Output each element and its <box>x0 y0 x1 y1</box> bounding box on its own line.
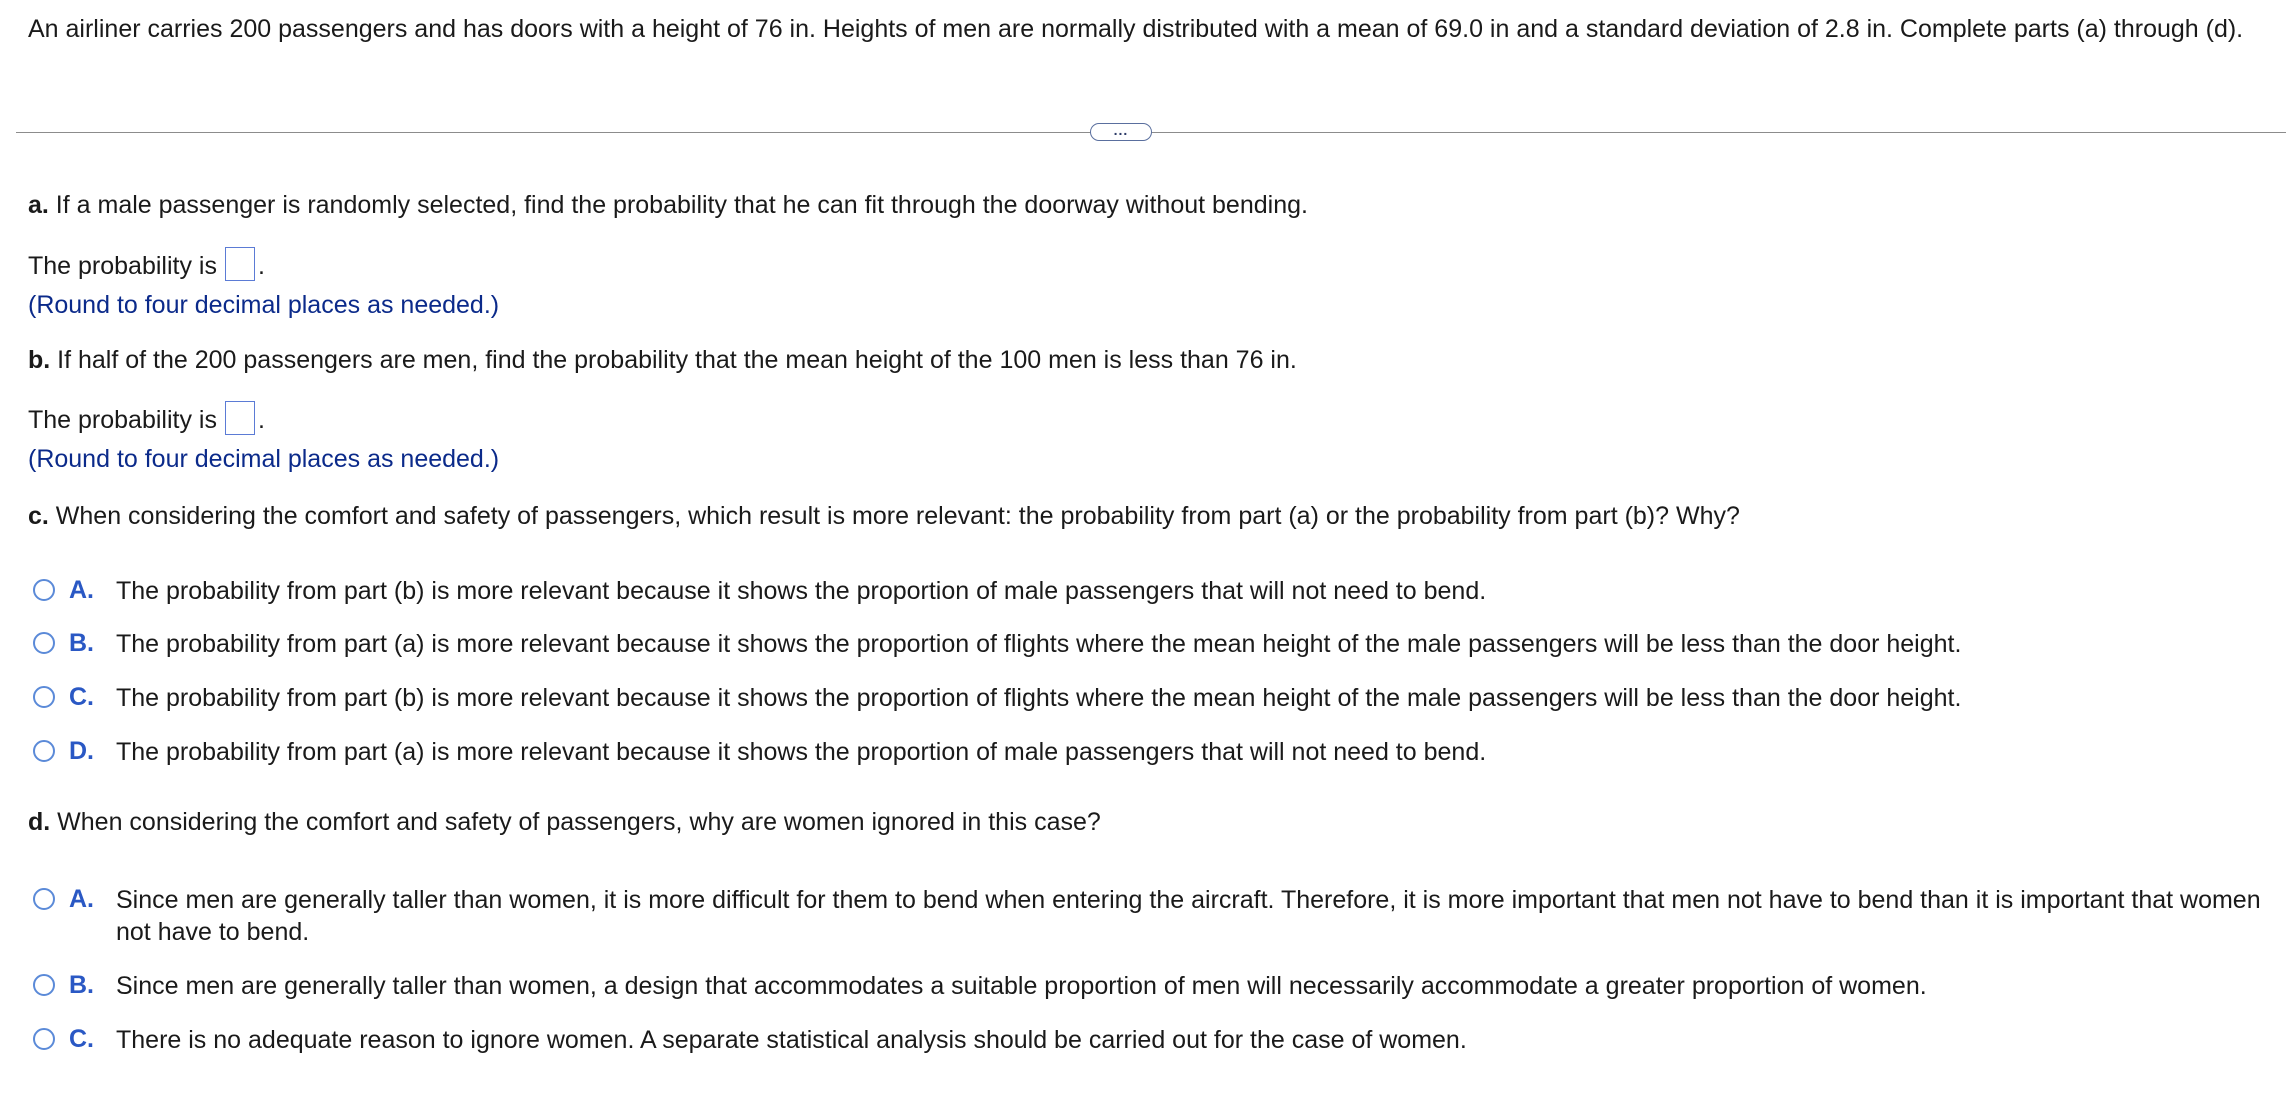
part-c-letter: c. <box>28 502 49 530</box>
option-text: Since men are generally taller than women, it is more difficult for them to bend when entering the aircraft. Therefore, it is more important that men not have to bend than it is important that women not have to bend. <box>116 886 2261 946</box>
part-a-answer-period: . <box>257 252 265 280</box>
option-letter: B. <box>69 971 94 999</box>
radio-button[interactable] <box>33 888 55 910</box>
part-d-question-text: When considering the comfort and safety of passengers, why are women ignored in this case? <box>50 808 1101 836</box>
option-letter: A. <box>69 576 94 604</box>
part-a-question <box>28 190 1308 220</box>
option-text: The probability from part (a) is more relevant because it shows the proportion of flights where the mean height of the male passengers will be less than the door height. <box>116 630 1962 658</box>
part-c-option-b[interactable] <box>33 628 1961 660</box>
part-d-letter: d. <box>28 808 51 836</box>
part-d-question <box>28 807 1101 837</box>
part-c-option-c[interactable] <box>33 682 1961 714</box>
part-c-question <box>28 501 1740 531</box>
part-b-question-text: If half of the 200 passengers are men, find the probability that the mean height of the 100 men is less than 76 in. <box>50 346 1297 374</box>
part-b-rounding-hint: (Round to four decimal places as needed.) <box>28 445 500 473</box>
expand-more-button[interactable] <box>1090 123 1152 141</box>
part-b-answer-label: The probability is <box>28 406 217 434</box>
option-text: Since men are generally taller than women, a design that accommodates a suitable proportion of men will necessarily accommodate a greater proportion of women. <box>116 972 1927 1000</box>
part-d-option-a[interactable] <box>33 884 2263 948</box>
part-a-answer-input[interactable] <box>225 247 255 281</box>
part-b-letter: b. <box>28 346 51 374</box>
part-a-rounding-hint: (Round to four decimal places as needed.) <box>28 291 500 319</box>
option-text: The probability from part (a) is more relevant because it shows the proportion of male passengers that will not need to bend. <box>116 738 1487 766</box>
part-a-answer-row <box>28 251 265 281</box>
radio-button[interactable] <box>33 632 55 654</box>
option-text: The probability from part (b) is more relevant because it shows the proportion of flights where the mean height of the male passengers will be less than the door height. <box>116 684 1962 712</box>
ellipsis-icon: ... <box>1113 122 1129 138</box>
part-a-letter: a. <box>28 191 49 219</box>
option-letter: B. <box>69 629 94 657</box>
part-a-answer-label: The probability is <box>28 252 217 280</box>
option-letter: C. <box>69 1025 94 1053</box>
option-letter: D. <box>69 737 94 765</box>
part-c-option-a[interactable] <box>33 575 1486 607</box>
part-d-option-c[interactable] <box>33 1024 1467 1056</box>
radio-button[interactable] <box>33 686 55 708</box>
part-b-question <box>28 345 1297 375</box>
part-a-question-text: If a male passenger is randomly selected, find the probability that he can fit through the doorway without bending. <box>48 191 1308 219</box>
radio-button[interactable] <box>33 1028 55 1050</box>
option-letter: A. <box>69 885 94 913</box>
part-b-answer-input[interactable] <box>225 401 255 435</box>
option-text: There is no adequate reason to ignore women. A separate statistical analysis should be carried out for the case of women. <box>116 1026 1467 1054</box>
option-text: The probability from part (b) is more relevant because it shows the proportion of male passengers that will not need to bend. <box>116 577 1487 605</box>
part-d-option-b[interactable] <box>33 970 1927 1002</box>
radio-button[interactable] <box>33 974 55 996</box>
part-b-answer-period: . <box>257 406 265 434</box>
part-b-answer-row <box>28 405 265 435</box>
part-c-option-d[interactable] <box>33 736 1486 768</box>
problem-statement: An airliner carries 200 passengers and has doors with a height of 76 in. Heights of men are normally distributed with a mean of 69.0 in and a standard deviation of 2.8 in. Complete parts (a) through (d). <box>28 15 2244 43</box>
option-letter: C. <box>69 683 94 711</box>
radio-button[interactable] <box>33 740 55 762</box>
part-c-question-text: When considering the comfort and safety of passengers, which result is more relevant: the probability from part (a) or the probability from part (b)? Why? <box>48 502 1740 530</box>
radio-button[interactable] <box>33 579 55 601</box>
